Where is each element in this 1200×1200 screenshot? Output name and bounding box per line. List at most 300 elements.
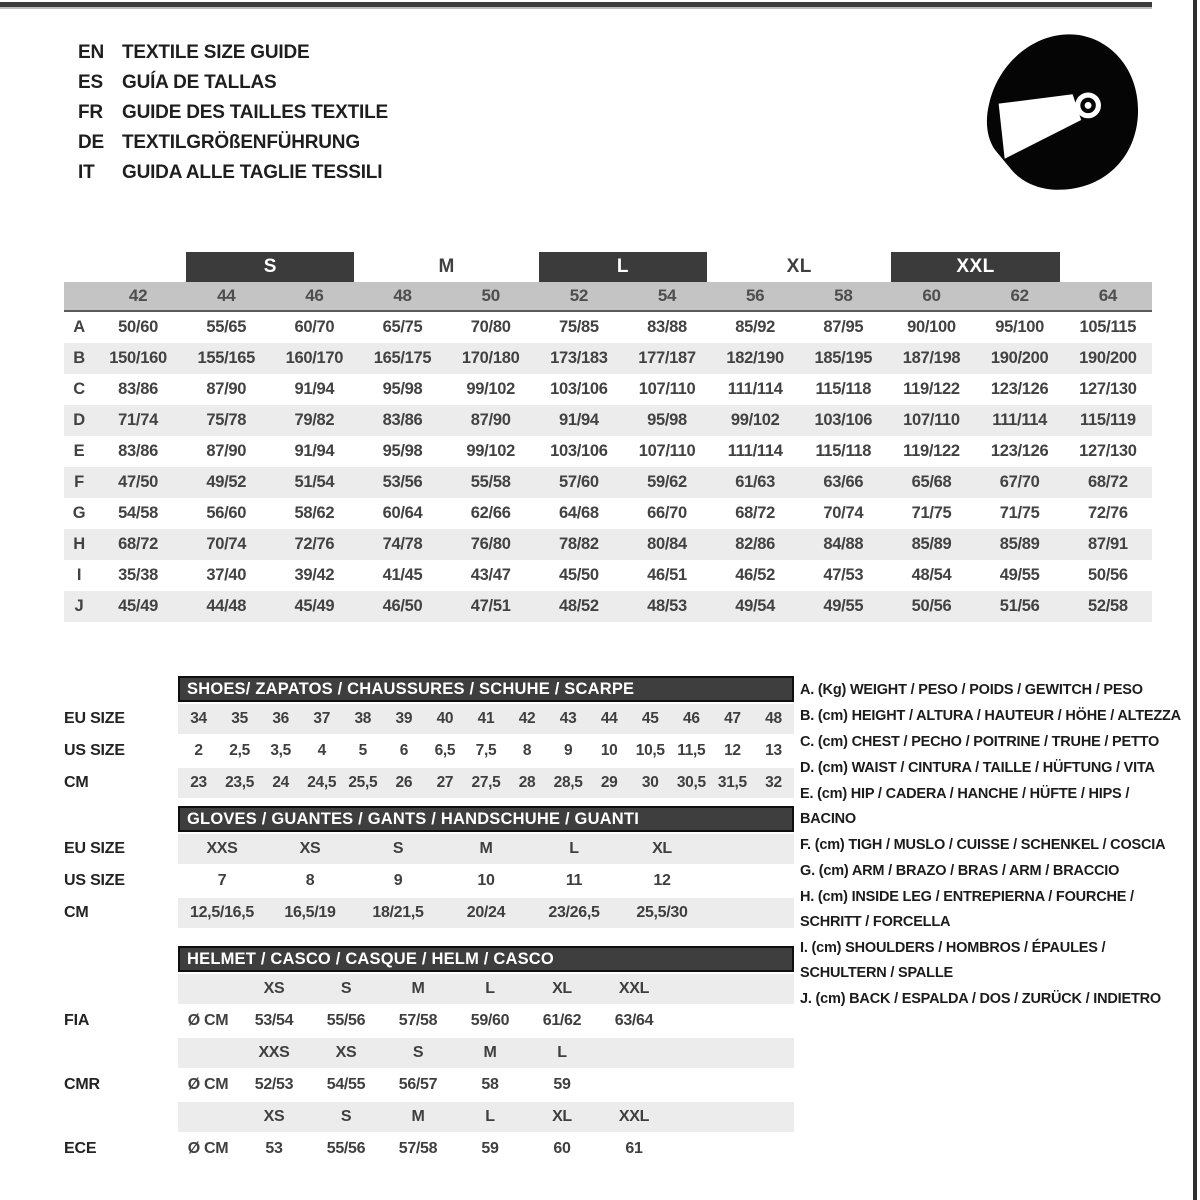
value-cell: XL bbox=[552, 1108, 572, 1125]
size-value-cell: 190/200 bbox=[976, 343, 1064, 374]
value-cell: 59 bbox=[481, 1140, 499, 1157]
size-header-cell: 42 bbox=[94, 282, 182, 311]
size-header-cell: 50 bbox=[447, 282, 535, 311]
row-label: G bbox=[72, 504, 86, 522]
value-cell: 18/21,5 bbox=[372, 904, 424, 921]
value-cell: 20/24 bbox=[466, 904, 506, 921]
size-value-cell: 91/94 bbox=[535, 405, 623, 436]
size-value-cell: 107/110 bbox=[638, 380, 696, 398]
value-cell: M bbox=[479, 840, 493, 857]
row-label: EU SIZE bbox=[64, 840, 125, 857]
size-header-cell: 64 bbox=[1064, 282, 1152, 311]
value-strip bbox=[178, 1038, 794, 1068]
size-value-cell: 51/56 bbox=[976, 591, 1064, 622]
value-cell: S bbox=[392, 840, 404, 857]
size-value-cell: 115/118 bbox=[815, 442, 872, 460]
value-cell: M bbox=[483, 1044, 497, 1061]
size-group-m: M bbox=[438, 256, 455, 277]
size-value-cell: 50/60 bbox=[118, 318, 158, 336]
row-label: J bbox=[64, 591, 94, 622]
size-value-cell: 50/56 bbox=[1087, 566, 1128, 584]
value-cell: XL bbox=[552, 980, 572, 997]
size-value-cell: 46/52 bbox=[735, 566, 776, 584]
value-cell: L bbox=[485, 1108, 495, 1125]
row-label: US SIZE bbox=[64, 872, 125, 889]
value-cell: 25,5 bbox=[348, 774, 378, 791]
size-value-cell: 49/55 bbox=[799, 591, 887, 622]
row-label: A bbox=[73, 318, 85, 336]
size-value-cell: 49/55 bbox=[999, 566, 1040, 584]
size-value-cell: 91/94 bbox=[294, 442, 335, 460]
shoes-table-title: SHOES/ ZAPATOS / CHAUSSURES / SCHUHE / SCARPE bbox=[178, 676, 794, 702]
language-title-list bbox=[78, 38, 388, 188]
size-value-cell: 63/66 bbox=[799, 467, 887, 498]
size-value-cell: 103/106 bbox=[799, 405, 887, 436]
size-group-cell bbox=[182, 252, 358, 282]
row-label bbox=[64, 974, 178, 1004]
size-value-cell: 182/190 bbox=[711, 343, 799, 374]
size-header-cell: 60 bbox=[887, 282, 975, 311]
value-cell: 30 bbox=[641, 774, 659, 791]
value-cell: 53/54 bbox=[254, 1012, 294, 1029]
language-row bbox=[78, 128, 388, 158]
top-border-line bbox=[0, 2, 1152, 9]
size-value-cell: 150/160 bbox=[94, 343, 182, 374]
legend-item: J. (cm) BACK / ESPALDA / DOS / ZURÜCK / INDIETRO bbox=[800, 991, 1161, 1007]
size-value-cell: 85/92 bbox=[735, 318, 776, 336]
size-value-cell: 65/68 bbox=[887, 467, 975, 498]
size-value-cell: 165/175 bbox=[358, 343, 446, 374]
legend-item: E. (cm) HIP / CADERA / HANCHE / HÜFTE / HIPS / BACINO bbox=[800, 786, 1130, 827]
value-cell: 56/57 bbox=[398, 1076, 438, 1093]
size-group-spacer bbox=[64, 252, 182, 282]
value-cell: 23 bbox=[190, 774, 207, 791]
measurement-row bbox=[64, 374, 1152, 405]
value-cell: XXL bbox=[618, 980, 650, 997]
value-cell: Ø CM bbox=[187, 1140, 229, 1157]
row-label: F bbox=[64, 467, 94, 498]
value-cell: 41 bbox=[477, 710, 495, 727]
size-value-cell: 37/40 bbox=[206, 566, 247, 584]
value-strip bbox=[178, 704, 794, 734]
size-value-cell: 70/74 bbox=[823, 504, 864, 522]
size-value-cell: 127/130 bbox=[1079, 380, 1137, 398]
value-cell: 7,5 bbox=[475, 742, 497, 759]
size-value-cell: 111/114 bbox=[976, 405, 1064, 436]
size-group-cell bbox=[887, 252, 1063, 282]
size-value-cell: 173/183 bbox=[535, 343, 623, 374]
size-value-cell: 68/72 bbox=[94, 529, 182, 560]
size-value-cell: 60/64 bbox=[382, 504, 423, 522]
value-cell: XXS bbox=[258, 1044, 290, 1061]
size-value-cell: 155/165 bbox=[182, 343, 270, 374]
measurement-row bbox=[64, 343, 1152, 374]
value-cell: 12 bbox=[653, 872, 671, 889]
value-cell: 2 bbox=[194, 742, 203, 759]
row-label: I bbox=[76, 566, 82, 584]
value-cell: 55/56 bbox=[326, 1012, 366, 1029]
value-cell: 27 bbox=[436, 774, 454, 791]
legend-item: H. (cm) INSIDE LEG / ENTREPIERNA / FOURCHE / SCHRITT / FORCELLA bbox=[800, 889, 1134, 930]
value-cell: 9 bbox=[393, 872, 403, 889]
size-value-cell: 95/98 bbox=[382, 380, 423, 398]
value-cell: L bbox=[569, 840, 579, 857]
size-value-cell: 48/54 bbox=[911, 566, 952, 584]
size-group-s: S bbox=[186, 252, 354, 282]
racing-helmet-icon bbox=[978, 28, 1150, 200]
size-value-cell: 79/82 bbox=[270, 405, 358, 436]
language-code: ES bbox=[78, 72, 103, 93]
size-value-cell: 52/58 bbox=[1064, 591, 1152, 622]
value-cell: 26 bbox=[395, 774, 413, 791]
size-value-cell: 115/118 bbox=[815, 380, 872, 398]
measurement-row bbox=[64, 591, 1152, 622]
size-value-cell: 103/106 bbox=[550, 442, 608, 460]
helmet-size-table bbox=[64, 946, 794, 1164]
value-cell: M bbox=[411, 1108, 425, 1125]
value-cell: S bbox=[412, 1044, 424, 1061]
measurement-row bbox=[64, 311, 1152, 343]
size-value-cell: 53/56 bbox=[358, 467, 446, 498]
size-value-cell: 41/45 bbox=[382, 566, 423, 584]
value-cell: 59 bbox=[553, 1076, 571, 1093]
legend-item: A. (Kg) WEIGHT / PESO / POIDS / GEWITCH / PESO bbox=[800, 682, 1143, 698]
size-value-cell: 65/75 bbox=[382, 318, 423, 336]
value-cell: 5 bbox=[358, 742, 367, 759]
subtable-row bbox=[64, 736, 794, 766]
value-cell: 44 bbox=[600, 710, 618, 727]
size-value-cell: 39/42 bbox=[294, 566, 335, 584]
size-value-cell: 78/82 bbox=[535, 529, 623, 560]
value-cell: 35 bbox=[231, 710, 248, 727]
value-cell: S bbox=[340, 980, 352, 997]
row-label: US SIZE bbox=[64, 742, 125, 759]
size-value-cell: 57/60 bbox=[535, 467, 623, 498]
size-value-cell: 95/98 bbox=[623, 405, 711, 436]
value-cell: 58 bbox=[481, 1076, 499, 1093]
value-cell: 34 bbox=[190, 710, 207, 727]
size-value-cell: 46/50 bbox=[358, 591, 446, 622]
measurement-row bbox=[64, 436, 1152, 467]
legend-item: I. (cm) SHOULDERS / HOMBROS / ÉPAULES / SCHULTERN / SPALLE bbox=[800, 940, 1106, 981]
size-header-cell: 44 bbox=[182, 282, 270, 311]
guide-title: GUÍA DE TALLAS bbox=[122, 72, 277, 93]
size-value-cell: 107/110 bbox=[638, 442, 696, 460]
value-cell: 23,5 bbox=[225, 774, 255, 791]
value-cell: 36 bbox=[272, 710, 289, 727]
size-value-cell: 71/75 bbox=[999, 504, 1040, 522]
size-value-cell: 80/84 bbox=[623, 529, 711, 560]
row-label: CMR bbox=[64, 1076, 100, 1093]
value-cell: 23/26,5 bbox=[548, 904, 600, 921]
size-value-cell: 99/102 bbox=[711, 405, 799, 436]
value-cell: 53 bbox=[265, 1140, 283, 1157]
size-value-cell: 177/187 bbox=[623, 343, 711, 374]
value-cell: 10 bbox=[477, 872, 495, 889]
size-value-cell: 83/86 bbox=[118, 442, 158, 460]
size-value-cell: 54/58 bbox=[118, 504, 158, 522]
size-value-cell: 47/51 bbox=[447, 591, 535, 622]
value-strip bbox=[178, 1006, 794, 1036]
value-cell: 24 bbox=[272, 774, 289, 791]
language-row bbox=[78, 158, 388, 188]
helmet-table-rows bbox=[64, 974, 794, 1164]
row-label: EU SIZE bbox=[64, 710, 125, 727]
measurement-row bbox=[64, 560, 1152, 591]
subtable-row bbox=[64, 1038, 794, 1068]
subtable-row bbox=[64, 1070, 794, 1100]
value-cell: 32 bbox=[765, 774, 782, 791]
value-cell: XXS bbox=[206, 840, 238, 857]
value-cell: 61/62 bbox=[542, 1012, 582, 1029]
size-header-cell: 54 bbox=[623, 282, 711, 311]
row-label: E bbox=[73, 442, 85, 460]
size-value-cell: 75/85 bbox=[558, 318, 599, 336]
size-value-cell: 62/66 bbox=[470, 504, 511, 522]
value-strip bbox=[178, 768, 794, 798]
size-value-cell: 83/88 bbox=[647, 318, 687, 336]
legend-item: G. (cm) ARM / BRAZO / BRAS / ARM / BRACCIO bbox=[800, 863, 1120, 879]
value-cell: 43 bbox=[559, 710, 577, 727]
size-group-l: L bbox=[539, 252, 707, 282]
size-value-cell: 83/86 bbox=[118, 380, 158, 398]
value-cell: 28,5 bbox=[553, 774, 583, 791]
size-group-cell bbox=[711, 252, 887, 282]
value-cell: 16,5/19 bbox=[284, 904, 336, 921]
value-cell: 38 bbox=[354, 710, 372, 727]
value-cell: 7 bbox=[217, 872, 227, 889]
value-cell: 37 bbox=[313, 710, 331, 727]
size-value-cell: 45/49 bbox=[94, 591, 182, 622]
guide-title: TEXTILE SIZE GUIDE bbox=[122, 42, 310, 63]
size-value-cell: 46/51 bbox=[647, 566, 687, 584]
row-label: D bbox=[64, 405, 94, 436]
size-value-cell: 55/58 bbox=[447, 467, 535, 498]
row-label: B bbox=[64, 343, 94, 374]
value-cell: XXL bbox=[618, 1108, 650, 1125]
size-value-cell: 68/72 bbox=[735, 504, 776, 522]
size-value-cell: 90/100 bbox=[907, 318, 956, 336]
row-label: ECE bbox=[64, 1140, 97, 1157]
size-value-cell: 190/200 bbox=[1064, 343, 1152, 374]
value-cell: 61 bbox=[625, 1140, 643, 1157]
gloves-size-table bbox=[64, 806, 794, 928]
language-row bbox=[78, 38, 388, 68]
value-strip bbox=[178, 898, 794, 928]
size-value-cell: 47/53 bbox=[823, 566, 864, 584]
guide-title: GUIDE DES TAILLES TEXTILE bbox=[122, 102, 388, 123]
size-value-cell: 58/62 bbox=[294, 504, 335, 522]
subtable-row bbox=[64, 704, 794, 734]
size-value-cell: 119/122 bbox=[903, 380, 960, 398]
size-value-cell: 87/91 bbox=[1064, 529, 1152, 560]
language-row bbox=[78, 98, 388, 128]
size-value-cell: 55/65 bbox=[206, 318, 247, 336]
size-header-cell: 48 bbox=[358, 282, 446, 311]
value-cell: 6 bbox=[399, 742, 409, 759]
size-group-cell bbox=[535, 252, 711, 282]
gloves-table-rows bbox=[64, 834, 794, 928]
size-group-end-spacer bbox=[1064, 252, 1152, 282]
size-value-cell: 76/80 bbox=[447, 529, 535, 560]
subtable-row bbox=[64, 1102, 794, 1132]
size-value-cell: 72/76 bbox=[1087, 504, 1128, 522]
size-value-cell: 160/170 bbox=[270, 343, 358, 374]
size-value-cell: 44/48 bbox=[182, 591, 270, 622]
value-strip bbox=[178, 736, 794, 766]
shoes-size-table bbox=[64, 676, 794, 798]
value-cell: 12,5/16,5 bbox=[189, 904, 255, 921]
size-value-cell: 82/86 bbox=[711, 529, 799, 560]
value-cell: 6,5 bbox=[434, 742, 456, 759]
value-strip bbox=[178, 974, 794, 1004]
measurement-row bbox=[64, 467, 1152, 498]
subtable-row bbox=[64, 974, 794, 1004]
value-strip bbox=[178, 834, 794, 864]
size-header-cell: 58 bbox=[799, 282, 887, 311]
size-header-cell: 62 bbox=[976, 282, 1064, 311]
size-value-cell: 48/52 bbox=[535, 591, 623, 622]
size-value-cell: 67/70 bbox=[976, 467, 1064, 498]
size-value-cell: 47/50 bbox=[94, 467, 182, 498]
size-header-cell: 52 bbox=[535, 282, 623, 311]
value-cell: 10 bbox=[600, 742, 618, 759]
size-value-cell: 87/90 bbox=[206, 442, 247, 460]
value-strip bbox=[178, 1070, 794, 1100]
value-cell: L bbox=[557, 1044, 567, 1061]
size-value-cell: 43/47 bbox=[470, 566, 511, 584]
size-value-cell: 87/95 bbox=[823, 318, 864, 336]
value-cell: 47 bbox=[724, 710, 741, 727]
size-value-cell: 105/115 bbox=[1079, 318, 1137, 336]
size-value-cell: 70/74 bbox=[182, 529, 270, 560]
value-cell: 57/58 bbox=[398, 1140, 438, 1157]
value-cell: 2,5 bbox=[229, 742, 250, 759]
subtable-row bbox=[64, 834, 794, 864]
value-cell: 25,5/30 bbox=[636, 904, 688, 921]
size-value-cell: 111/114 bbox=[727, 380, 783, 398]
size-value-cell: 71/75 bbox=[911, 504, 952, 522]
row-label: C bbox=[73, 380, 85, 398]
gloves-table-title: GLOVES / GUANTES / GANTS / HANDSCHUHE / GUANTI bbox=[178, 806, 794, 832]
language-code: EN bbox=[78, 42, 104, 63]
value-cell: 46 bbox=[683, 710, 700, 727]
value-cell: 28 bbox=[518, 774, 536, 791]
size-value-cell: 49/52 bbox=[182, 467, 270, 498]
value-cell: XS bbox=[299, 840, 321, 857]
size-value-cell: 70/80 bbox=[470, 318, 511, 336]
value-cell: 52/53 bbox=[254, 1076, 294, 1093]
value-cell: M bbox=[411, 980, 425, 997]
size-value-cell: 103/106 bbox=[550, 380, 608, 398]
value-cell: XS bbox=[335, 1044, 357, 1061]
size-header-cell: 46 bbox=[270, 282, 358, 311]
value-cell: 27,5 bbox=[471, 774, 501, 791]
size-value-cell: 111/114 bbox=[727, 442, 783, 460]
value-cell: 29 bbox=[600, 774, 618, 791]
size-value-cell: 127/130 bbox=[1079, 442, 1137, 460]
legend-item: B. (cm) HEIGHT / ALTURA / HAUTEUR / HÖHE / ALTEZZA bbox=[800, 708, 1181, 724]
size-value-cell: 48/53 bbox=[623, 591, 711, 622]
size-value-cell: 83/86 bbox=[358, 405, 446, 436]
size-value-cell: 95/100 bbox=[995, 318, 1044, 336]
size-value-cell: 85/89 bbox=[976, 529, 1064, 560]
size-value-cell: 115/119 bbox=[1064, 405, 1152, 436]
subtable-row bbox=[64, 1134, 794, 1164]
value-cell: 57/58 bbox=[398, 1012, 438, 1029]
size-value-cell: 84/88 bbox=[799, 529, 887, 560]
row-label: CM bbox=[64, 774, 89, 791]
size-value-cell: 170/180 bbox=[447, 343, 535, 374]
size-value-cell: 59/62 bbox=[623, 467, 711, 498]
size-value-cell: 99/102 bbox=[466, 380, 516, 398]
value-cell: S bbox=[340, 1108, 352, 1125]
row-label bbox=[64, 1038, 178, 1068]
guide-title: GUIDA ALLE TAGLIE TESSILI bbox=[122, 162, 383, 183]
size-value-cell: 187/198 bbox=[887, 343, 975, 374]
helmet-table-title: HELMET / CASCO / CASQUE / HELM / CASCO bbox=[178, 946, 794, 972]
value-cell: XL bbox=[652, 840, 672, 857]
guide-title: TEXTILGRÖßENFÜHRUNG bbox=[122, 132, 360, 153]
size-value-cell: 35/38 bbox=[118, 566, 158, 584]
size-group-xxl: XXL bbox=[891, 252, 1059, 282]
size-value-cell: 72/76 bbox=[270, 529, 358, 560]
value-cell: 31,5 bbox=[717, 774, 747, 791]
size-value-cell: 60/70 bbox=[294, 318, 335, 336]
value-cell: 63/64 bbox=[614, 1012, 654, 1029]
value-cell: 8 bbox=[522, 742, 532, 759]
subtable-row bbox=[64, 898, 794, 928]
size-value-cell: 95/98 bbox=[382, 442, 423, 460]
size-value-cell: 56/60 bbox=[206, 504, 247, 522]
value-cell: 39 bbox=[395, 710, 413, 727]
value-strip bbox=[178, 1102, 794, 1132]
size-value-cell: 119/122 bbox=[903, 442, 960, 460]
shoes-table-rows bbox=[64, 704, 794, 798]
value-cell: 55/56 bbox=[326, 1140, 366, 1157]
legend-item: C. (cm) CHEST / PECHO / POITRINE / TRUHE / PETTO bbox=[800, 734, 1160, 750]
size-group-row bbox=[64, 252, 1152, 282]
size-value-cell: 99/102 bbox=[466, 442, 516, 460]
value-cell: Ø CM bbox=[187, 1076, 229, 1093]
value-cell: XS bbox=[263, 1108, 285, 1125]
row-label: CM bbox=[64, 904, 89, 921]
value-cell: L bbox=[485, 980, 495, 997]
size-value-cell: 50/56 bbox=[887, 591, 975, 622]
value-cell: XS bbox=[263, 980, 285, 997]
size-row-corner bbox=[64, 282, 94, 311]
language-code: IT bbox=[78, 162, 95, 183]
size-value-cell: 64/68 bbox=[558, 504, 599, 522]
value-cell: 13 bbox=[765, 742, 782, 759]
size-value-cell: 66/70 bbox=[647, 504, 687, 522]
size-value-cell: 123/126 bbox=[990, 442, 1049, 460]
legend-item: F. (cm) TIGH / MUSLO / CUISSE / SCHENKEL / COSCIA bbox=[800, 837, 1166, 853]
size-value-cell: 91/94 bbox=[294, 380, 335, 398]
row-label: H bbox=[64, 529, 94, 560]
value-cell: 10,5 bbox=[635, 742, 665, 759]
size-value-cell: 68/72 bbox=[1064, 467, 1152, 498]
value-cell: 9 bbox=[563, 742, 573, 759]
value-cell: 12 bbox=[724, 742, 741, 759]
measurement-row bbox=[64, 405, 1152, 436]
measurement-row bbox=[64, 498, 1152, 529]
language-code: DE bbox=[78, 132, 104, 153]
value-cell: 8 bbox=[305, 872, 315, 889]
value-cell: 54/55 bbox=[326, 1076, 366, 1093]
value-cell: Ø CM bbox=[187, 1012, 229, 1029]
size-value-cell: 107/110 bbox=[887, 405, 975, 436]
